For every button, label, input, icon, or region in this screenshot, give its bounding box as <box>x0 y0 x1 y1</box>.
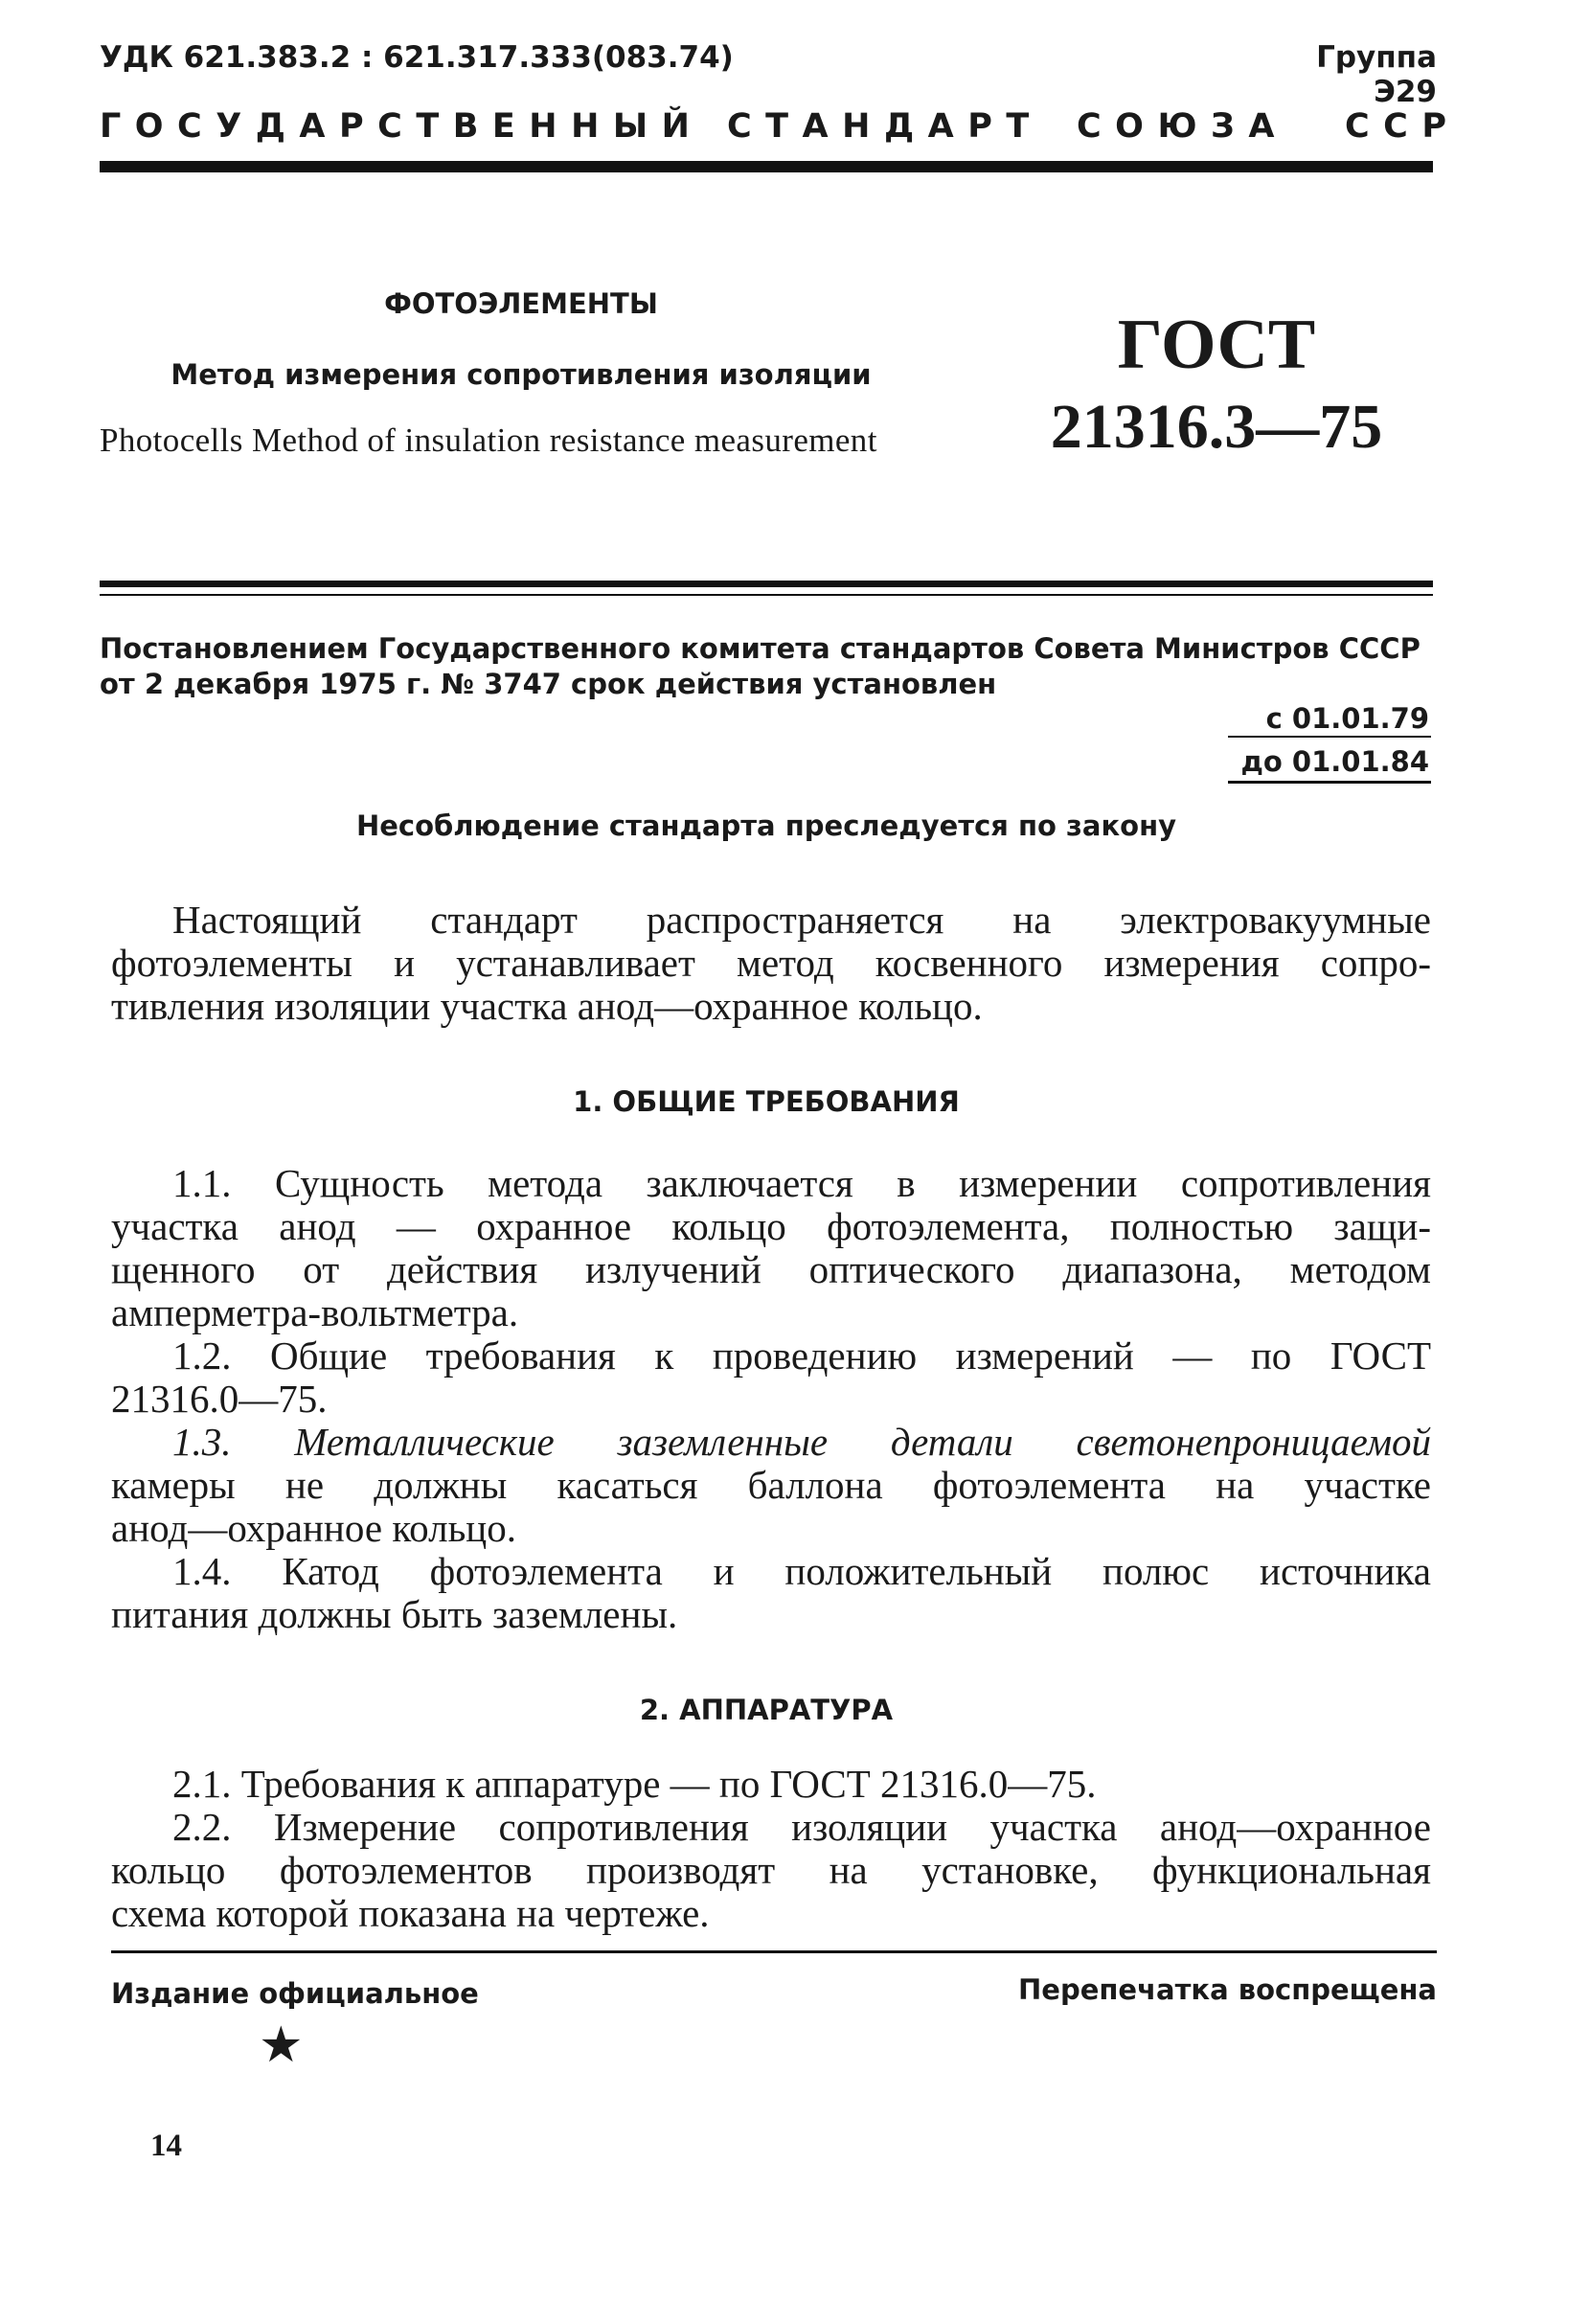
text-line: Настоящий стандарт распространяется на электровакуумные <box>172 898 1431 942</box>
text-line: фотоэлементы и устанавливает метод косвенного измерения сопро- <box>111 941 1431 985</box>
decree-line-1: Постановлением Государственного комитета стандартов Совета Министров СССР <box>100 632 1421 665</box>
edition-label: Издание официальное <box>111 1977 479 2010</box>
text-line: 1.4. Катод фотоэлемента и положительный полюс источника <box>172 1549 1431 1593</box>
section-1-body <box>111 1162 1431 1636</box>
text-line: 21316.0—75. <box>111 1377 328 1421</box>
page-number: 14 <box>150 2129 182 2163</box>
section-1-heading: 1. ОБЩИЕ ТРЕБОВАНИЯ <box>573 1085 960 1118</box>
text-line: 1.3. Металлические заземленные детали светонепроницаемой <box>172 1420 1431 1464</box>
banner-word-1: ГОСУДАРСТВЕННЫЙ <box>100 107 704 146</box>
decree-line-2: от 2 декабря 1975 г. № 3747 срок действия установлен <box>100 668 997 700</box>
title-rule-thin <box>100 594 1433 596</box>
text-line: участка анод — охранное кольцо фотоэлемента, полностью защи- <box>111 1204 1431 1248</box>
footer-rule <box>111 1950 1437 1953</box>
header-rule <box>100 161 1433 172</box>
banner-word-3: СОЮЗА <box>1077 107 1288 146</box>
group-code: Группа Э29 <box>1316 40 1437 109</box>
gost-label: ГОСТ <box>1117 306 1316 384</box>
validity-from: с 01.01.79 <box>1265 702 1429 735</box>
text-line: 2.2. Измерение сопротивления изоляции участка анод—охранное <box>172 1805 1431 1849</box>
validity-rule-1 <box>1228 736 1431 738</box>
document-title: ФОТОЭЛЕМЕНТЫ <box>384 287 658 320</box>
udk-code: УДК 621.383.2 : 621.317.333(083.74) <box>100 40 734 75</box>
banner-word-4: ССР <box>1345 107 1461 146</box>
text-line: 1.2. Общие требования к проведению измерений — по ГОСТ <box>172 1333 1431 1378</box>
text-line: кольцо фотоэлементов производят на установке, функциональная <box>111 1848 1431 1892</box>
banner-word-2: СТАНДАРТ <box>727 107 1043 146</box>
intro-paragraph <box>111 899 1431 1028</box>
document-title-english: Photocells Method of insulation resistance measurement <box>100 422 877 459</box>
section-2-heading: 2. АППАРАТУРА <box>639 1694 894 1726</box>
section-2-body <box>111 1763 1431 1935</box>
title-rule-thick <box>100 581 1433 587</box>
text-line: камеры не должны касаться баллона фотоэлемента на участке <box>111 1463 1431 1507</box>
document-subtitle: Метод измерения сопротивления изоляции <box>170 358 872 391</box>
star-icon: ★ <box>259 2018 304 2073</box>
legal-notice: Несоблюдение стандарта преследуется по закону <box>355 809 1177 842</box>
validity-to: до 01.01.84 <box>1240 745 1429 778</box>
text-line: тивления изоляции участка анод—охранное кольцо. <box>111 984 983 1028</box>
gost-number: 21316.3—75 <box>1050 392 1383 462</box>
text-line: амперметра-вольтметра. <box>111 1290 519 1334</box>
text-line: щенного от действия излучений оптического диапазона, методом <box>111 1247 1431 1291</box>
text-line: 1.1. Сущность метода заключается в измерении сопротивления <box>172 1161 1431 1205</box>
reprint-notice: Перепечатка воспрещена <box>1018 1973 1437 2006</box>
text-line: питания должны быть заземлены. <box>111 1592 678 1636</box>
validity-rule-2 <box>1228 781 1431 784</box>
text-line: схема которой показана на чертеже. <box>111 1891 710 1935</box>
text-line: анод—охранное кольцо. <box>111 1506 516 1550</box>
text-line: 2.1. Требования к аппаратуре — по ГОСТ 21316.0—75. <box>172 1762 1097 1806</box>
